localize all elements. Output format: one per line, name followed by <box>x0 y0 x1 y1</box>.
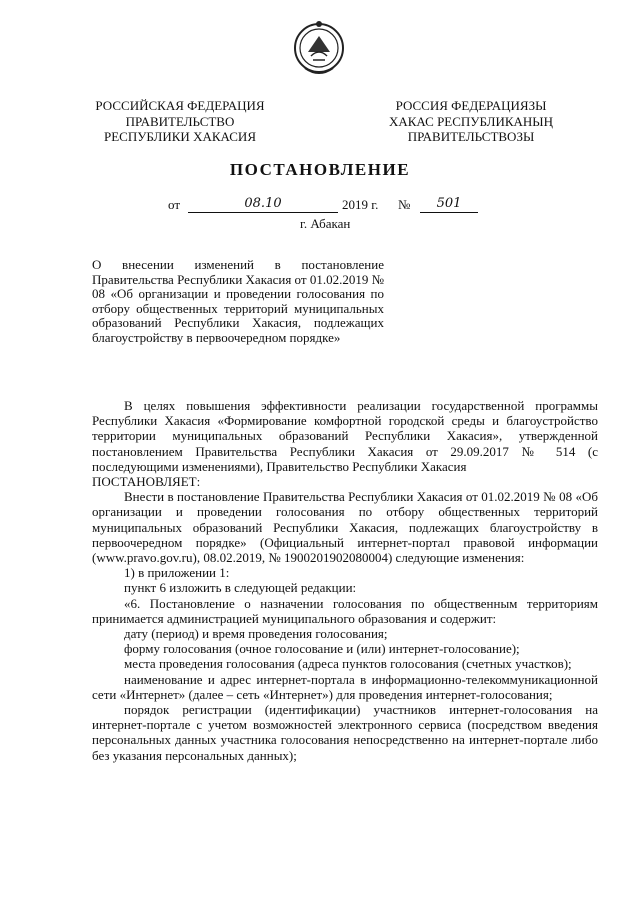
document-body <box>92 398 598 763</box>
paragraph: В целях повышения эффективности реализации государственной программы Республики Хакасия «Формирование комфортной городской среды и благоустройство территории муниципальных образований Республики Хакасия», утвержденной постановлением Правительства Республики Хакасия от 29.09.2017 № 514 (с последующими изменениями), Правительство Республики Хакасия <box>92 398 598 474</box>
document-subject: О внесении изменений в постановление Правительства Республики Хакасия от 01.02.2019 № 08 «Об организации и проведении голосования по отбору общественных территорий муниципальных образований Республики Хакасия, подлежащих благоустройству в первоочередном порядке» <box>92 257 384 345</box>
date-line <box>168 197 488 215</box>
paragraph: места проведения голосования (адреса пунктов голосования (счетных участков); <box>124 656 572 672</box>
document-title: ПОСТАНОВЛЕНИЕ <box>229 160 411 179</box>
paragraph: форму голосования (очное голосование и (или) интернет-голосование); <box>124 641 520 657</box>
header-left-line: ПРАВИТЕЛЬСТВО <box>125 113 235 129</box>
date-year: 2019 г. <box>342 197 379 212</box>
city: г. Абакан <box>300 216 351 231</box>
paragraph: Внести в постановление Правительства Республики Хакасия от 01.02.2019 № 08 «Об организации и проведении голосования по отбору общественных территорий муниципальных образований Республики Хакасия, подлежащих благоустройству в первоочередном порядке» (Официальный интернет-портал правовой информации (www.pravo.gov.ru), 08.02.2019, № 1900201902080004) следующие изменения: <box>92 489 598 566</box>
paragraph: «6. Постановление о назначении голосования по общественным территориям принимается администрацией муниципального образования и содержит: <box>92 595 598 626</box>
header-right-line: РОССИЯ ФЕДЕРАЦИЯЗЫ <box>395 98 547 113</box>
header-left <box>88 98 272 145</box>
date-prefix: от <box>168 197 181 212</box>
handwritten-date: 08.10 <box>188 197 338 213</box>
paragraph: дату (период) и время проведения голосования; <box>124 626 388 642</box>
header-left-line: РЕСПУБЛИКИ ХАКАСИЯ <box>103 129 256 144</box>
paragraph: ПОСТАНОВЛЯЕТ: <box>92 474 201 490</box>
number-label: № <box>398 197 411 212</box>
emblem-icon <box>291 18 347 80</box>
header-left-line: РОССИЙСКАЯ ФЕДЕРАЦИЯ <box>95 98 265 113</box>
header-right-line: ПРАВИТЕЛЬСТВОЗЫ <box>407 129 535 144</box>
paragraph: наименование и адрес интернет-портала в информационно-телекоммуникационной сети «Интернет» (далее – сеть «Интернет») для проведения интернет-голосования; <box>92 671 598 702</box>
paragraph: порядок регистрации (идентификации) участников интернет-голосования на интернет-портале с учетом возможностей электронного сервиса (посредством введения персональных данных участника голосования непосредственно на интернет-портале либо без указания персональных данных); <box>92 702 598 763</box>
header-right-line: ХАКАС РЕСПУБЛИКАНЫҢ <box>388 113 554 129</box>
header-right <box>378 98 564 145</box>
paragraph: 1) в приложении 1: <box>124 565 230 581</box>
paragraph: пункт 6 изложить в следующей редакции: <box>124 580 357 596</box>
handwritten-number: 501 <box>420 197 478 213</box>
